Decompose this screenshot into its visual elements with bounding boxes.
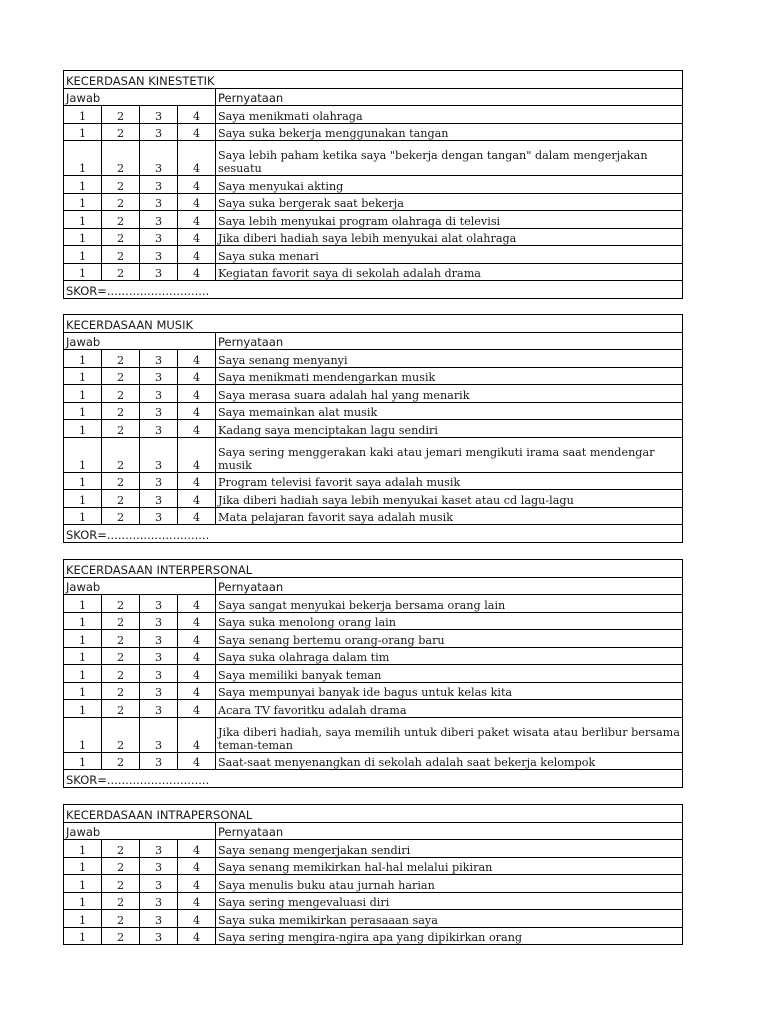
statement-text: Saya menikmati mendengarkan musik [216,367,683,385]
answer-option-2[interactable]: 2 [102,875,140,893]
answer-option-4[interactable]: 4 [178,402,216,420]
title-row [64,560,683,578]
answer-option-1[interactable]: 1 [64,612,102,630]
answer-option-1[interactable]: 1 [64,665,102,683]
score-field[interactable]: SKOR=............................ [64,525,683,543]
answer-option-2[interactable]: 2 [102,263,140,281]
table-row [64,507,683,525]
answer-option-4[interactable]: 4 [178,472,216,490]
answer-option-3[interactable]: 3 [140,595,178,613]
answer-option-4[interactable]: 4 [178,857,216,875]
answer-option-3[interactable]: 3 [140,647,178,665]
answer-option-4[interactable]: 4 [178,665,216,683]
answer-option-4[interactable]: 4 [178,193,216,211]
table-row [64,490,683,508]
answer-option-2[interactable]: 2 [102,437,140,472]
section-title: KECERDASAAN INTRAPERSONAL [64,805,683,823]
table-row [64,176,683,194]
table-row [64,193,683,211]
answer-option-3[interactable]: 3 [140,106,178,124]
answer-option-4[interactable]: 4 [178,630,216,648]
answer-option-2[interactable]: 2 [102,472,140,490]
answer-option-1[interactable]: 1 [64,840,102,858]
answer-option-3[interactable]: 3 [140,193,178,211]
statement-text: Saya senang menyanyi [216,350,683,368]
answer-option-2[interactable]: 2 [102,717,140,752]
answer-option-3[interactable]: 3 [140,490,178,508]
statement-text: Saya senang mengerjakan sendiri [216,840,683,858]
answer-option-4[interactable]: 4 [178,595,216,613]
column-header-jawab: Jawab [64,332,216,350]
answer-option-2[interactable]: 2 [102,630,140,648]
table-row [64,246,683,264]
answer-option-4[interactable]: 4 [178,717,216,752]
answer-option-3[interactable]: 3 [140,211,178,229]
statement-text: Program televisi favorit saya adalah musik [216,472,683,490]
statement-text: Mata pelajaran favorit saya adalah musik [216,507,683,525]
table-kinestetik [63,70,683,299]
header-row [64,332,683,350]
table-row [64,595,683,613]
answer-option-1[interactable]: 1 [64,106,102,124]
answer-option-3[interactable]: 3 [140,682,178,700]
answer-option-2[interactable]: 2 [102,367,140,385]
statement-text: Saya sangat menyukai bekerja bersama orang lain [216,595,683,613]
table-row [64,141,683,176]
answer-option-4[interactable]: 4 [178,141,216,176]
answer-option-2[interactable]: 2 [102,350,140,368]
answer-option-1[interactable]: 1 [64,385,102,403]
statement-text: Saya sering mengira-ngira apa yang dipikirkan orang [216,927,683,945]
answer-option-3[interactable]: 3 [140,420,178,438]
answer-option-4[interactable]: 4 [178,892,216,910]
answer-option-1[interactable]: 1 [64,927,102,945]
answer-option-4[interactable]: 4 [178,263,216,281]
answer-option-3[interactable]: 3 [140,385,178,403]
answer-option-2[interactable]: 2 [102,700,140,718]
answer-option-4[interactable]: 4 [178,490,216,508]
statement-text: Saya merasa suara adalah hal yang menarik [216,385,683,403]
answer-option-2[interactable]: 2 [102,857,140,875]
answer-option-1[interactable]: 1 [64,367,102,385]
answer-option-3[interactable]: 3 [140,228,178,246]
answer-option-1[interactable]: 1 [64,211,102,229]
table-row [64,367,683,385]
table-row [64,682,683,700]
answer-option-3[interactable]: 3 [140,437,178,472]
answer-option-1[interactable]: 1 [64,420,102,438]
answer-option-1[interactable]: 1 [64,490,102,508]
statement-text: Saya sering mengevaluasi diri [216,892,683,910]
answer-option-1[interactable]: 1 [64,892,102,910]
answer-option-2[interactable]: 2 [102,490,140,508]
table-row [64,927,683,945]
answer-option-2[interactable]: 2 [102,246,140,264]
table-musik [63,314,683,543]
answer-option-3[interactable]: 3 [140,700,178,718]
table-row [64,472,683,490]
table-row [64,910,683,928]
table-row [64,875,683,893]
statement-text: Saya menyukai akting [216,176,683,194]
answer-option-2[interactable]: 2 [102,840,140,858]
table-row [64,385,683,403]
table-row [64,106,683,124]
answer-option-1[interactable]: 1 [64,193,102,211]
answer-option-2[interactable]: 2 [102,612,140,630]
score-field[interactable]: SKOR=............................ [64,281,683,299]
answer-option-4[interactable]: 4 [178,910,216,928]
answer-option-2[interactable]: 2 [102,106,140,124]
answer-option-1[interactable]: 1 [64,700,102,718]
statement-text: Saya mempunyai banyak ide bagus untuk kelas kita [216,682,683,700]
statement-text: Saat-saat menyenangkan di sekolah adalah saat bekerja kelompok [216,752,683,770]
answer-option-1[interactable]: 1 [64,647,102,665]
answer-option-3[interactable]: 3 [140,123,178,141]
statement-text: Saya sering menggerakan kaki atau jemari mengikuti irama saat mendengar musik [216,437,683,472]
answer-option-1[interactable]: 1 [64,246,102,264]
answer-option-4[interactable]: 4 [178,228,216,246]
table-row [64,840,683,858]
answer-option-2[interactable]: 2 [102,211,140,229]
table-row [64,665,683,683]
score-row [64,525,683,543]
answer-option-2[interactable]: 2 [102,228,140,246]
title-row [64,315,683,333]
column-header-pernyataan: Pernyataan [216,822,683,840]
section-title: KECERDASAAN MUSIK [64,315,683,333]
statement-text: Saya memainkan alat musik [216,402,683,420]
answer-option-3[interactable]: 3 [140,752,178,770]
answer-option-2[interactable]: 2 [102,927,140,945]
answer-option-3[interactable]: 3 [140,927,178,945]
answer-option-3[interactable]: 3 [140,857,178,875]
answer-option-4[interactable]: 4 [178,211,216,229]
statement-text: Kadang saya menciptakan lagu sendiri [216,420,683,438]
statement-text: Acara TV favoritku adalah drama [216,700,683,718]
answer-option-3[interactable]: 3 [140,141,178,176]
answer-option-3[interactable]: 3 [140,507,178,525]
answer-option-1[interactable]: 1 [64,350,102,368]
table-row [64,717,683,752]
answer-option-4[interactable]: 4 [178,647,216,665]
answer-option-3[interactable]: 3 [140,176,178,194]
title-row [64,71,683,89]
statement-text: Saya suka memikirkan perasaaan saya [216,910,683,928]
statement-text: Saya memiliki banyak teman [216,665,683,683]
statement-text: Saya menulis buku atau jurnah harian [216,875,683,893]
answer-option-2[interactable]: 2 [102,141,140,176]
answer-option-1[interactable]: 1 [64,857,102,875]
answer-option-4[interactable]: 4 [178,106,216,124]
answer-option-1[interactable]: 1 [64,875,102,893]
answer-option-1[interactable]: 1 [64,682,102,700]
answer-option-2[interactable]: 2 [102,595,140,613]
answer-option-2[interactable]: 2 [102,123,140,141]
answer-option-2[interactable]: 2 [102,176,140,194]
table-row [64,630,683,648]
column-header-pernyataan: Pernyataan [216,88,683,106]
answer-option-2[interactable]: 2 [102,402,140,420]
answer-option-4[interactable]: 4 [178,367,216,385]
answer-option-3[interactable]: 3 [140,875,178,893]
answer-option-3[interactable]: 3 [140,665,178,683]
statement-text: Saya lebih menyukai program olahraga di televisi [216,211,683,229]
table-row [64,857,683,875]
table-row [64,350,683,368]
section-title: KECERDASAAN INTERPERSONAL [64,560,683,578]
statement-text: Saya suka olahraga dalam tim [216,647,683,665]
score-row [64,281,683,299]
answer-option-1[interactable]: 1 [64,472,102,490]
answer-option-1[interactable]: 1 [64,752,102,770]
answer-option-3[interactable]: 3 [140,910,178,928]
answer-option-3[interactable]: 3 [140,472,178,490]
answer-option-2[interactable]: 2 [102,910,140,928]
answer-option-4[interactable]: 4 [178,385,216,403]
answer-option-4[interactable]: 4 [178,123,216,141]
table-row [64,752,683,770]
answer-option-2[interactable]: 2 [102,892,140,910]
answer-option-1[interactable]: 1 [64,402,102,420]
statement-text: Saya lebih paham ketika saya "bekerja dengan tangan" dalam mengerjakan sesuatu [216,141,683,176]
column-header-jawab: Jawab [64,577,216,595]
answer-option-1[interactable]: 1 [64,507,102,525]
answer-option-4[interactable]: 4 [178,700,216,718]
answer-option-2[interactable]: 2 [102,385,140,403]
answer-option-1[interactable]: 1 [64,717,102,752]
statement-text: Kegiatan favorit saya di sekolah adalah drama [216,263,683,281]
answer-option-4[interactable]: 4 [178,507,216,525]
answer-option-1[interactable]: 1 [64,437,102,472]
answer-option-1[interactable]: 1 [64,141,102,176]
answer-option-4[interactable]: 4 [178,612,216,630]
answer-option-3[interactable]: 3 [140,717,178,752]
table-row [64,228,683,246]
table-row [64,263,683,281]
answer-option-2[interactable]: 2 [102,682,140,700]
table-row [64,437,683,472]
answer-option-1[interactable]: 1 [64,176,102,194]
statement-text: Jika diberi hadiah saya lebih menyukai alat olahraga [216,228,683,246]
column-header-jawab: Jawab [64,88,216,106]
answer-option-4[interactable]: 4 [178,437,216,472]
answer-option-4[interactable]: 4 [178,176,216,194]
answer-option-4[interactable]: 4 [178,875,216,893]
answer-option-4[interactable]: 4 [178,927,216,945]
answer-option-4[interactable]: 4 [178,350,216,368]
section-title: KECERDASAN KINESTETIK [64,71,683,89]
answer-option-3[interactable]: 3 [140,840,178,858]
score-field[interactable]: SKOR=............................ [64,770,683,788]
answer-option-3[interactable]: 3 [140,367,178,385]
statement-text: Saya senang bertemu orang-orang baru [216,630,683,648]
answer-option-3[interactable]: 3 [140,350,178,368]
statement-text: Jika diberi hadiah, saya memilih untuk diberi paket wisata atau berlibur bersama teman-teman [216,717,683,752]
header-row [64,577,683,595]
column-header-jawab: Jawab [64,822,216,840]
statement-text: Saya senang memikirkan hal-hal melalui pikiran [216,857,683,875]
answer-option-3[interactable]: 3 [140,892,178,910]
answer-option-4[interactable]: 4 [178,752,216,770]
answer-option-2[interactable]: 2 [102,507,140,525]
table-row [64,402,683,420]
statement-text: Saya suka menari [216,246,683,264]
title-row [64,805,683,823]
answer-option-3[interactable]: 3 [140,612,178,630]
table-row [64,612,683,630]
column-header-pernyataan: Pernyataan [216,332,683,350]
header-row [64,88,683,106]
answer-option-2[interactable]: 2 [102,647,140,665]
header-row [64,822,683,840]
answer-option-1[interactable]: 1 [64,910,102,928]
statement-text: Saya menikmati olahraga [216,106,683,124]
statement-text: Saya suka bergerak saat bekerja [216,193,683,211]
answer-option-3[interactable]: 3 [140,263,178,281]
column-header-pernyataan: Pernyataan [216,577,683,595]
answer-option-1[interactable]: 1 [64,123,102,141]
answer-option-4[interactable]: 4 [178,420,216,438]
answer-option-1[interactable]: 1 [64,595,102,613]
statement-text: Jika diberi hadiah saya lebih menyukai kaset atau cd lagu-lagu [216,490,683,508]
table-row [64,211,683,229]
table-intrapersonal [63,804,683,945]
table-row [64,700,683,718]
answer-option-3[interactable]: 3 [140,630,178,648]
answer-option-4[interactable]: 4 [178,840,216,858]
table-row [64,892,683,910]
table-interpersonal [63,559,683,788]
table-row [64,647,683,665]
answer-option-2[interactable]: 2 [102,752,140,770]
answer-option-3[interactable]: 3 [140,246,178,264]
statement-text: Saya suka menolong orang lain [216,612,683,630]
answer-option-1[interactable]: 1 [64,228,102,246]
statement-text: Saya suka bekerja menggunakan tangan [216,123,683,141]
table-row [64,123,683,141]
answer-option-2[interactable]: 2 [102,665,140,683]
answer-option-1[interactable]: 1 [64,630,102,648]
table-row [64,420,683,438]
answer-option-3[interactable]: 3 [140,402,178,420]
score-row [64,770,683,788]
answer-option-2[interactable]: 2 [102,420,140,438]
answer-option-2[interactable]: 2 [102,193,140,211]
answer-option-1[interactable]: 1 [64,263,102,281]
answer-option-4[interactable]: 4 [178,246,216,264]
answer-option-4[interactable]: 4 [178,682,216,700]
